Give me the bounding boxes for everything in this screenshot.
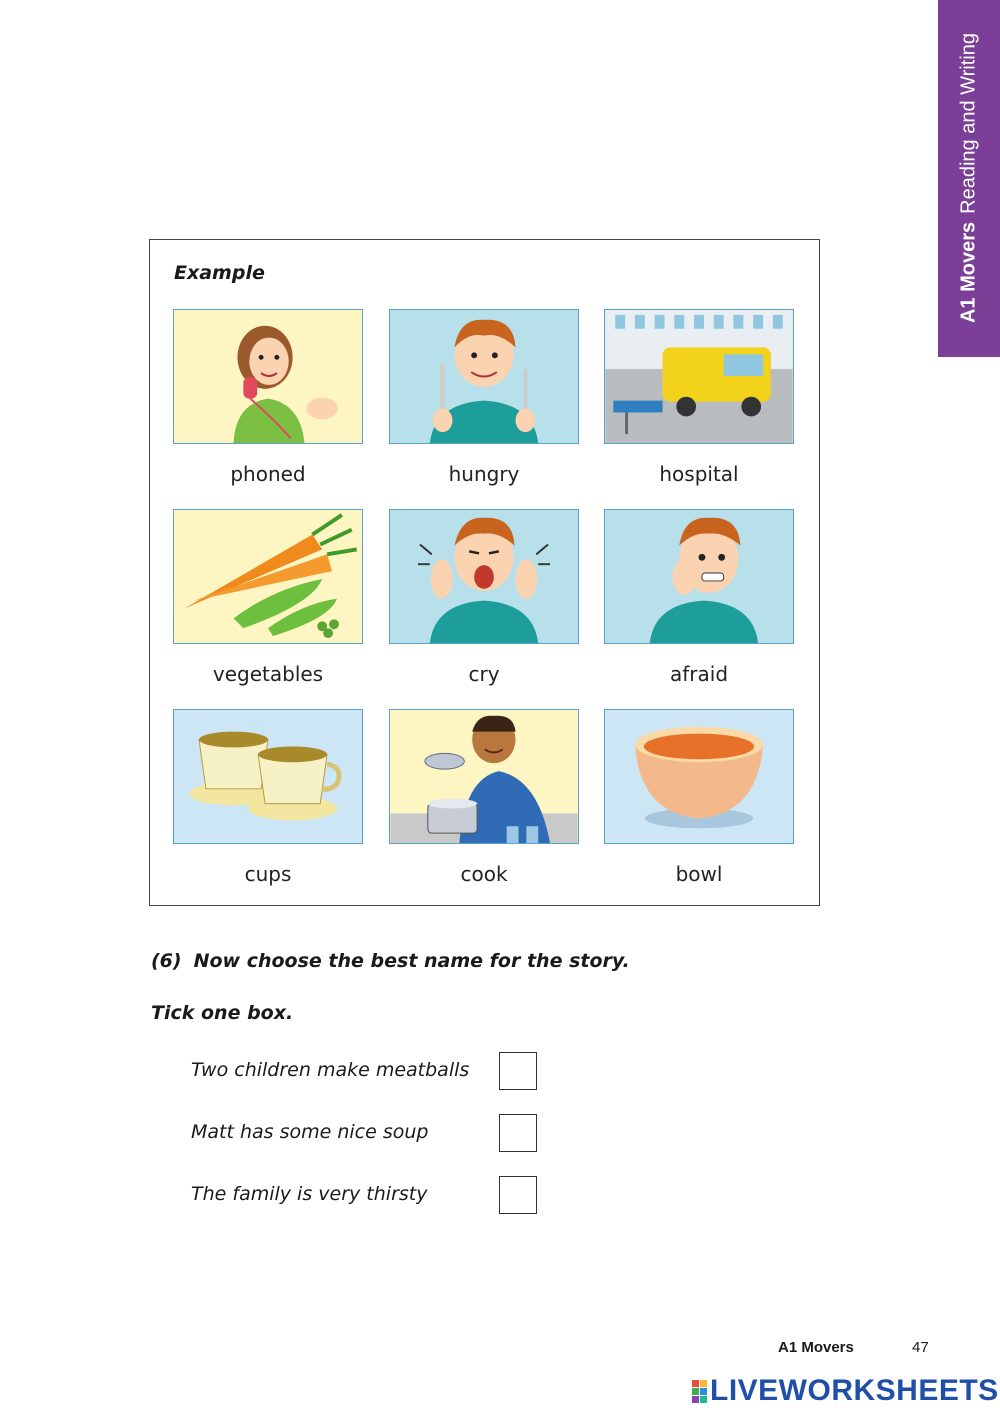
question-text: Now choose the best name for the story. (193, 950, 630, 972)
liveworksheets-icon (692, 1380, 707, 1403)
side-tab-section: Reading and Writing (957, 32, 980, 214)
woman-phone-illustration (174, 310, 362, 443)
word-hospital: hospital (659, 462, 739, 486)
carrots-peas-illustration (174, 510, 362, 643)
hungry-picture (389, 309, 579, 444)
vegetables-picture (173, 509, 363, 644)
hospital-picture (604, 309, 794, 444)
word-cook: cook (460, 862, 508, 886)
bowl-illustration (605, 710, 793, 843)
side-tab-level: A1 Movers (957, 221, 980, 324)
example-box (149, 239, 820, 906)
word-hungry: hungry (448, 462, 520, 486)
phoned-picture (173, 309, 363, 444)
boy-afraid-illustration (605, 510, 793, 643)
tick-box-2[interactable] (499, 1114, 537, 1152)
side-tab (938, 0, 1000, 357)
word-bowl: bowl (675, 862, 723, 886)
cry-picture (389, 509, 579, 644)
bowl-picture (604, 709, 794, 844)
example-label: Example (174, 262, 265, 284)
boy-crying-illustration (390, 510, 578, 643)
word-cups: cups (244, 862, 292, 886)
option-label-1: Two children make meatballs (191, 1059, 470, 1081)
question-number: (6) (151, 950, 182, 972)
cook-picture (389, 709, 579, 844)
tick-box-3[interactable] (499, 1176, 537, 1214)
cups-picture (173, 709, 363, 844)
ambulance-hospital-illustration (605, 310, 793, 443)
boy-knife-fork-illustration (390, 310, 578, 443)
word-afraid: afraid (669, 662, 729, 686)
liveworksheets-text: LIVEWORKSHEETS (710, 1374, 999, 1407)
side-tab-text (958, 33, 981, 323)
word-cry: cry (468, 662, 500, 686)
footer-title: A1 Movers (778, 1339, 854, 1356)
option-label-2: Matt has some nice soup (191, 1121, 429, 1143)
liveworksheets-logo (692, 1374, 999, 1408)
afraid-picture (604, 509, 794, 644)
word-vegetables: vegetables (212, 662, 324, 686)
tick-box-1[interactable] (499, 1052, 537, 1090)
man-cooking-illustration (390, 710, 578, 843)
option-label-3: The family is very thirsty (191, 1183, 428, 1205)
question-6 (151, 950, 630, 972)
word-phoned: phoned (230, 462, 306, 486)
page-number: 47 (912, 1339, 929, 1356)
tick-instruction: Tick one box. (151, 1002, 294, 1024)
teacups-illustration (174, 710, 362, 843)
